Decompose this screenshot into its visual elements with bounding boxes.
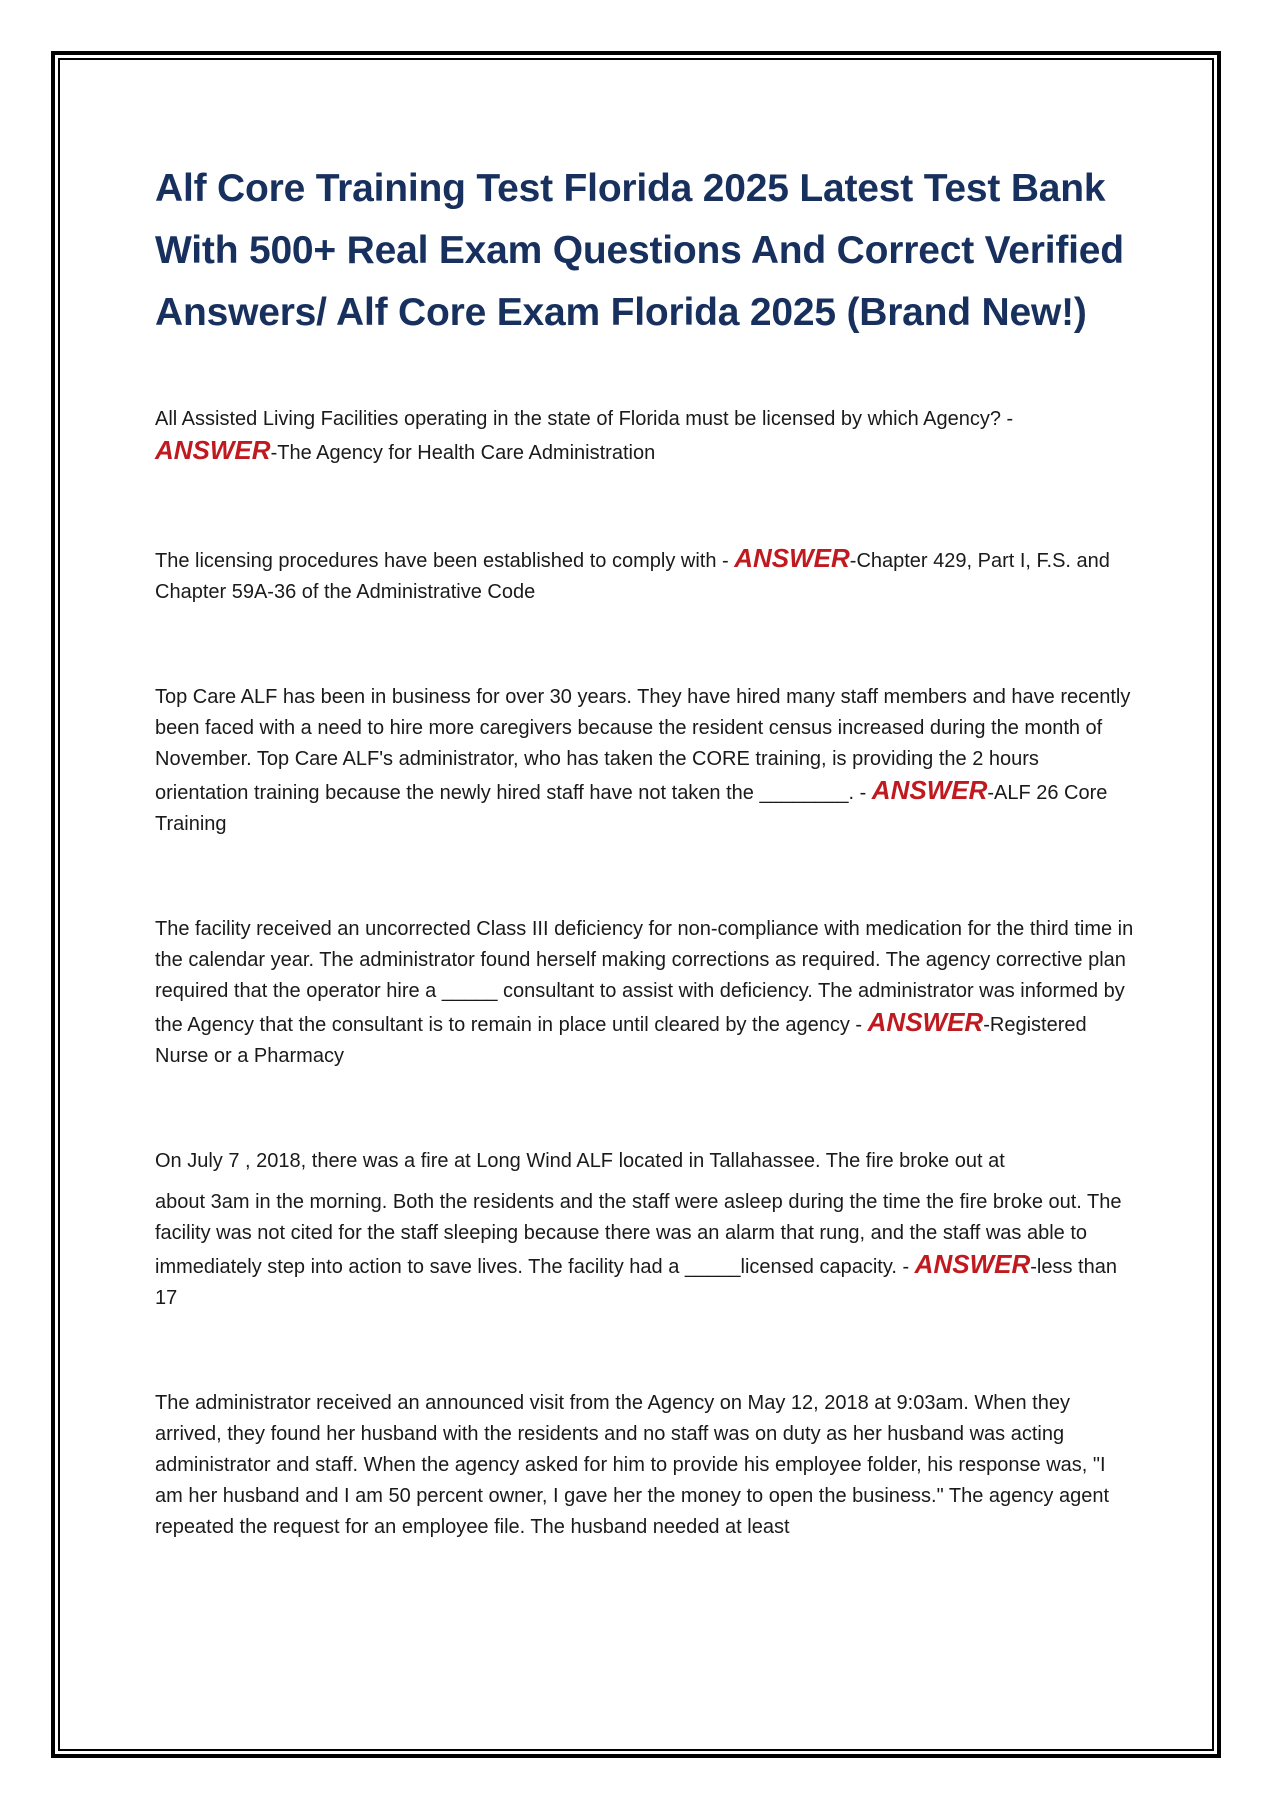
answer-text: -less than 17 xyxy=(155,1256,1117,1309)
qa-item-2 xyxy=(155,543,1135,608)
qa-item-3 xyxy=(155,682,1135,840)
document-title: Alf Core Training Test Florida 2025 Latest Test Bank With 500+ Real Exam Questions And Correct Verified Answers/ Alf Core Exam Florida 2025 (Brand New!) xyxy=(155,167,1124,334)
answer-text: -The Agency for Health Care Administration xyxy=(270,442,656,464)
question-text: The facility received an uncorrected Class III deficiency for non-compliance with medication for the third time in the calendar year. The administrator found herself making corrections as required. The agency corrective plan required that the operator hire a _____ consultant to assist with deficiency. The administrator was informed by the Agency that the consultant is to remain in place until cleared by the agency - xyxy=(155,918,1134,1036)
question-text: The administrator received an announced visit from the Agency on May 12, 2018 at 9:03am. When they arrived, they found her husband with the residents and no staff was on duty as her husband was acting administrator and staff. When the agency asked for him to provide his employee folder, his response was, "I am her husband and I am 50 percent owner, I gave her the money to open the business." The agency agent repeated the request for an employee file. The husband needed at least xyxy=(155,1392,1110,1538)
line-gap xyxy=(155,1177,1135,1187)
qa-item-6 xyxy=(155,1388,1135,1543)
answer-label: ANSWER xyxy=(867,1007,984,1037)
document-body xyxy=(155,158,1135,1543)
answer-label: ANSWER xyxy=(871,775,988,805)
answer-text: -ALF 26 Core Training xyxy=(155,782,1108,835)
question-text: All Assisted Living Facilities operating in the state of Florida must be licensed by which Agency? - xyxy=(155,408,1014,430)
answer-label: ANSWER xyxy=(155,435,271,465)
answer-label: ANSWER xyxy=(914,1249,1031,1279)
answer-label: ANSWER xyxy=(734,543,850,573)
qa-item-1 xyxy=(155,404,1135,469)
question-text: Top Care ALF has been in business for over 30 years. They have hired many staff members and have recently been faced with a need to hire more caregivers because the resident census increased during the month of November. Top Care ALF's administrator, who has taken the CORE training, is providing the 2 hours orientation training because the newly hired staff have not taken the ________. - xyxy=(155,686,1131,804)
question-text-first-line: On July 7 , 2018, there was a fire at Long Wind ALF located in Tallahassee. The fire broke out at xyxy=(155,1150,1005,1172)
qa-list xyxy=(155,404,1135,1543)
answer-text: -Chapter 429, Part I, F.S. and Chapter 59A-36 of the Administrative Code xyxy=(155,550,1110,603)
question-text: about 3am in the morning. Both the residents and the staff were asleep during the time the fire broke out. The facility was not cited for the staff sleeping because there was an alarm that rung, and the staff was able to immediately step into action to save lives. The facility had a _____licensed capacity. - xyxy=(155,1191,1122,1278)
answer-text: -Registered Nurse or a Pharmacy xyxy=(155,1014,1087,1067)
qa-item-4 xyxy=(155,914,1135,1072)
question-text: The licensing procedures have been established to comply with - xyxy=(155,550,729,572)
qa-item-5 xyxy=(155,1146,1135,1314)
